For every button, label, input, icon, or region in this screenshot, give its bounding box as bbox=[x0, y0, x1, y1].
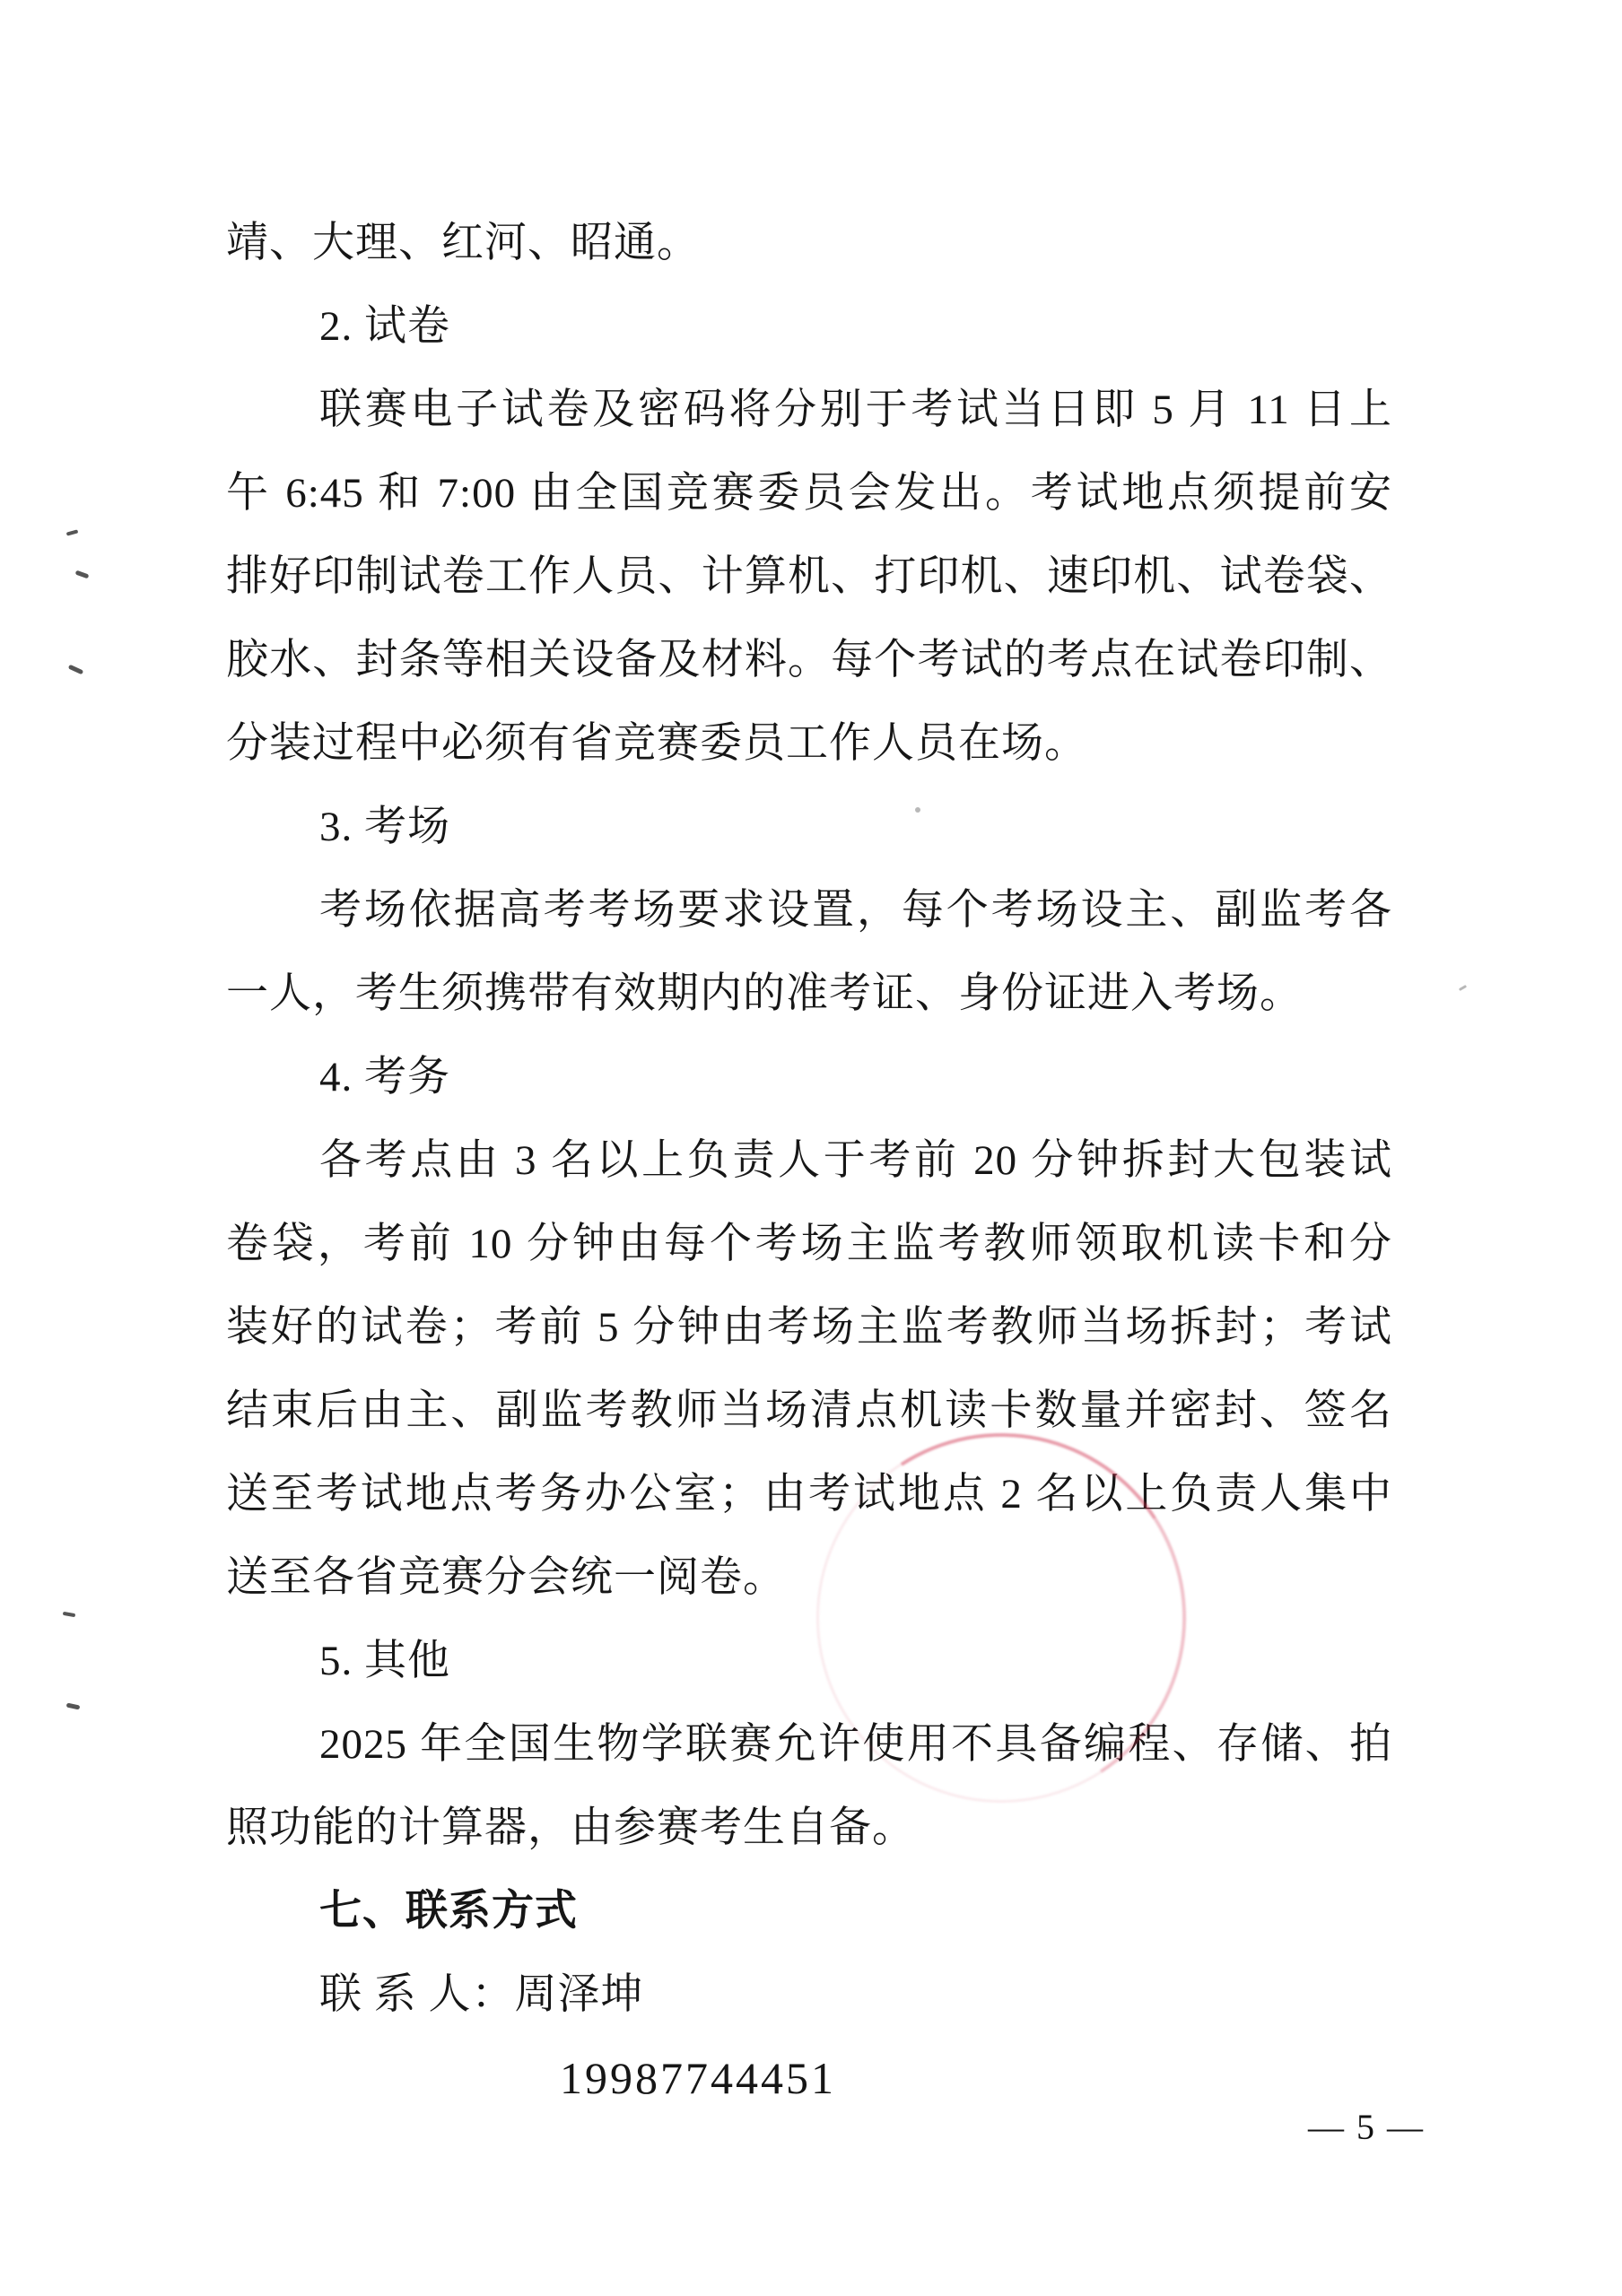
text-line: 照功能的计算器，由参赛考生自备。 bbox=[226, 1805, 915, 1851]
text-line: 联赛电子试卷及密码将分别于考试当日即 5 月 11 日上 bbox=[319, 387, 1392, 433]
scan-speck bbox=[68, 665, 84, 675]
text-line: 装好的试卷；考前 5 分钟由考场主监考教师当场拆封；考试 bbox=[226, 1304, 1392, 1351]
text-line: 一人，考生须携带有效期内的准考证、身份证进入考场。 bbox=[226, 970, 1303, 1017]
text-line: 送至各省竞赛分会统一阅卷。 bbox=[226, 1554, 786, 1601]
text-line: 2025 年全国生物学联赛允许使用不具备编程、存储、拍 bbox=[319, 1721, 1392, 1768]
text-line: 各考点由 3 名以上负责人于考前 20 分钟拆封大包装试 bbox=[319, 1137, 1392, 1184]
text-line: 5. 其他 bbox=[319, 1638, 450, 1684]
text-line: 七、联系方式 bbox=[319, 1888, 578, 1935]
scan-speck bbox=[66, 1702, 81, 1709]
text-line: 卷袋，考前 10 分钟由每个考场主监考教师领取机读卡和分 bbox=[226, 1221, 1392, 1267]
text-line: 结束后由主、副监考教师当场清点机读卡数量并密封、签名 bbox=[226, 1387, 1392, 1434]
text-line: 联 系 人：周泽坤 bbox=[319, 1971, 644, 2018]
text-line: 4. 考务 bbox=[319, 1054, 450, 1100]
text-line: 分装过程中必须有省竞赛委员工作人员在场。 bbox=[226, 720, 1087, 767]
document-text bbox=[226, 202, 1392, 2120]
scan-speck bbox=[75, 570, 90, 579]
text-line: 2. 试卷 bbox=[319, 303, 450, 350]
text-line: 19987744451 bbox=[560, 2053, 836, 2103]
scan-speck bbox=[1459, 985, 1467, 991]
text-line: 午 6:45 和 7:00 由全国竞赛委员会发出。考试地点须提前安 bbox=[226, 470, 1392, 517]
text-line: 排好印制试卷工作人员、计算机、打印机、速印机、试卷袋、 bbox=[226, 553, 1392, 600]
scan-speck bbox=[66, 529, 79, 535]
page-number: — 5 — bbox=[1308, 2107, 1425, 2147]
text-line: 考场依据高考考场要求设置，每个考场设主、副监考各 bbox=[319, 887, 1392, 934]
text-line: 3. 考场 bbox=[319, 804, 450, 850]
text-line: 送至考试地点考务办公室；由考试地点 2 名以上负责人集中 bbox=[226, 1471, 1392, 1518]
scan-speck bbox=[63, 1612, 75, 1617]
text-line: 靖、大理、红河、昭通。 bbox=[226, 220, 700, 266]
text-line: 胶水、封条等相关设备及材料。每个考试的考点在试卷印制、 bbox=[226, 637, 1392, 683]
